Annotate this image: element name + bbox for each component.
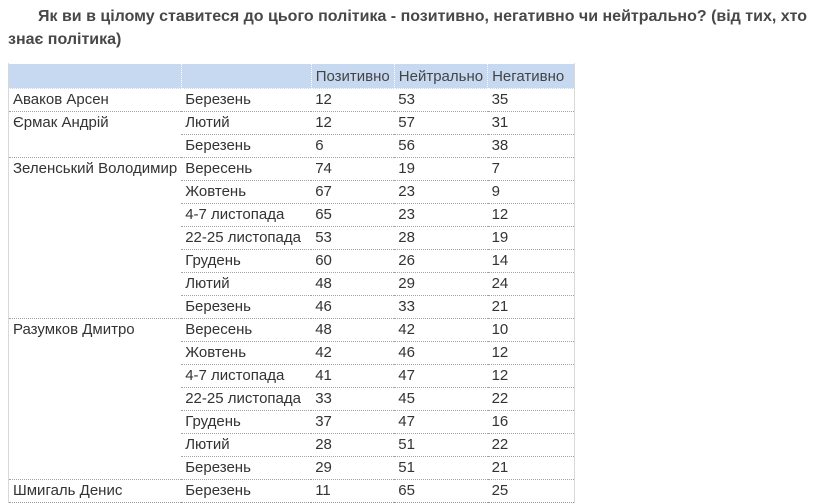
positive-value-cell: 74 (311, 158, 394, 181)
month-cell: Лютий (181, 112, 311, 135)
neutral-value-cell: 53 (394, 89, 487, 112)
month-cell: Березень (181, 135, 311, 158)
negative-value-cell: 12 (488, 204, 575, 227)
negative-value-cell: 21 (488, 457, 575, 480)
month-cell: Лютий (181, 273, 311, 296)
month-cell: Грудень (181, 250, 311, 273)
neutral-value-cell: 56 (394, 135, 487, 158)
neutral-value-cell: 42 (394, 319, 487, 342)
negative-value-cell: 35 (488, 89, 575, 112)
neutral-value-cell: 57 (394, 112, 487, 135)
neutral-value-cell: 47 (394, 411, 487, 434)
negative-value-cell: 16 (488, 411, 575, 434)
neutral-value-cell: 47 (394, 365, 487, 388)
poll-table (8, 63, 575, 503)
document-body (0, 5, 826, 499)
poll-table-header (9, 64, 575, 89)
negative-value-cell: 25 (488, 480, 575, 503)
politician-name-cell: Шмигаль Денис (9, 480, 182, 503)
table-row (9, 158, 575, 181)
month-cell: Лютий (181, 434, 311, 457)
neutral-value-cell: 19 (394, 158, 487, 181)
table-row (9, 319, 575, 342)
neutral-value-cell: 23 (394, 204, 487, 227)
negative-value-cell: 38 (488, 135, 575, 158)
table-row (9, 89, 575, 112)
positive-value-cell: 28 (311, 434, 394, 457)
negative-value-cell: 24 (488, 273, 575, 296)
positive-value-cell: 41 (311, 365, 394, 388)
negative-value-cell: 31 (488, 112, 575, 135)
month-cell: Березень (181, 296, 311, 319)
month-cell: Вересень (181, 158, 311, 181)
neutral-value-cell: 46 (394, 342, 487, 365)
month-cell: Березень (181, 457, 311, 480)
negative-value-cell: 19 (488, 227, 575, 250)
positive-value-cell: 48 (311, 273, 394, 296)
positive-value-cell: 65 (311, 204, 394, 227)
negative-value-cell: 12 (488, 365, 575, 388)
neutral-value-cell: 65 (394, 480, 487, 503)
politician-name-cell: Єрмак Андрій (9, 112, 182, 158)
neutral-value-cell: 33 (394, 296, 487, 319)
positive-value-cell: 48 (311, 319, 394, 342)
positive-value-cell: 67 (311, 181, 394, 204)
neutral-value-cell: 51 (394, 457, 487, 480)
col-header-month (181, 64, 311, 89)
neutral-value-cell: 28 (394, 227, 487, 250)
negative-value-cell: 21 (488, 296, 575, 319)
month-cell: Грудень (181, 411, 311, 434)
positive-value-cell: 12 (311, 112, 394, 135)
positive-value-cell: 11 (311, 480, 394, 503)
positive-value-cell: 37 (311, 411, 394, 434)
negative-value-cell: 10 (488, 319, 575, 342)
month-cell: Жовтень (181, 342, 311, 365)
negative-value-cell: 22 (488, 434, 575, 457)
negative-value-cell: 7 (488, 158, 575, 181)
positive-value-cell: 46 (311, 296, 394, 319)
positive-value-cell: 12 (311, 89, 394, 112)
month-cell: Березень (181, 89, 311, 112)
month-cell: 22-25 листопада (181, 388, 311, 411)
positive-value-cell: 42 (311, 342, 394, 365)
politician-name-cell: Зеленський Володимир (9, 158, 182, 319)
negative-value-cell: 22 (488, 388, 575, 411)
col-header-positive: Позитивно (311, 64, 394, 89)
month-cell: 4-7 листопада (181, 365, 311, 388)
neutral-value-cell: 23 (394, 181, 487, 204)
month-cell: Вересень (181, 319, 311, 342)
neutral-value-cell: 29 (394, 273, 487, 296)
positive-value-cell: 6 (311, 135, 394, 158)
positive-value-cell: 53 (311, 227, 394, 250)
positive-value-cell: 60 (311, 250, 394, 273)
negative-value-cell: 14 (488, 250, 575, 273)
month-cell: 22-25 листопада (181, 227, 311, 250)
col-header-negative: Негативно (488, 64, 575, 89)
politician-name-cell: Аваков Арсен (9, 89, 182, 112)
header-row (9, 64, 575, 89)
col-header-politician (9, 64, 182, 89)
page-title: Як ви в цілому ставитеся до цього політика - позитивно, негативно чи нейтрально? (від тих, хто знає політика) (8, 8, 808, 48)
table-row (9, 112, 575, 135)
poll-table-body (9, 89, 575, 503)
table-row (9, 480, 575, 503)
month-cell: Березень (181, 480, 311, 503)
col-header-neutral: Нейтрально (394, 64, 487, 89)
neutral-value-cell: 51 (394, 434, 487, 457)
politician-name-cell: Разумков Дмитро (9, 319, 182, 480)
month-cell: Жовтень (181, 181, 311, 204)
positive-value-cell: 29 (311, 457, 394, 480)
negative-value-cell: 9 (488, 181, 575, 204)
positive-value-cell: 33 (311, 388, 394, 411)
neutral-value-cell: 45 (394, 388, 487, 411)
month-cell: 4-7 листопада (181, 204, 311, 227)
negative-value-cell: 12 (488, 342, 575, 365)
neutral-value-cell: 26 (394, 250, 487, 273)
